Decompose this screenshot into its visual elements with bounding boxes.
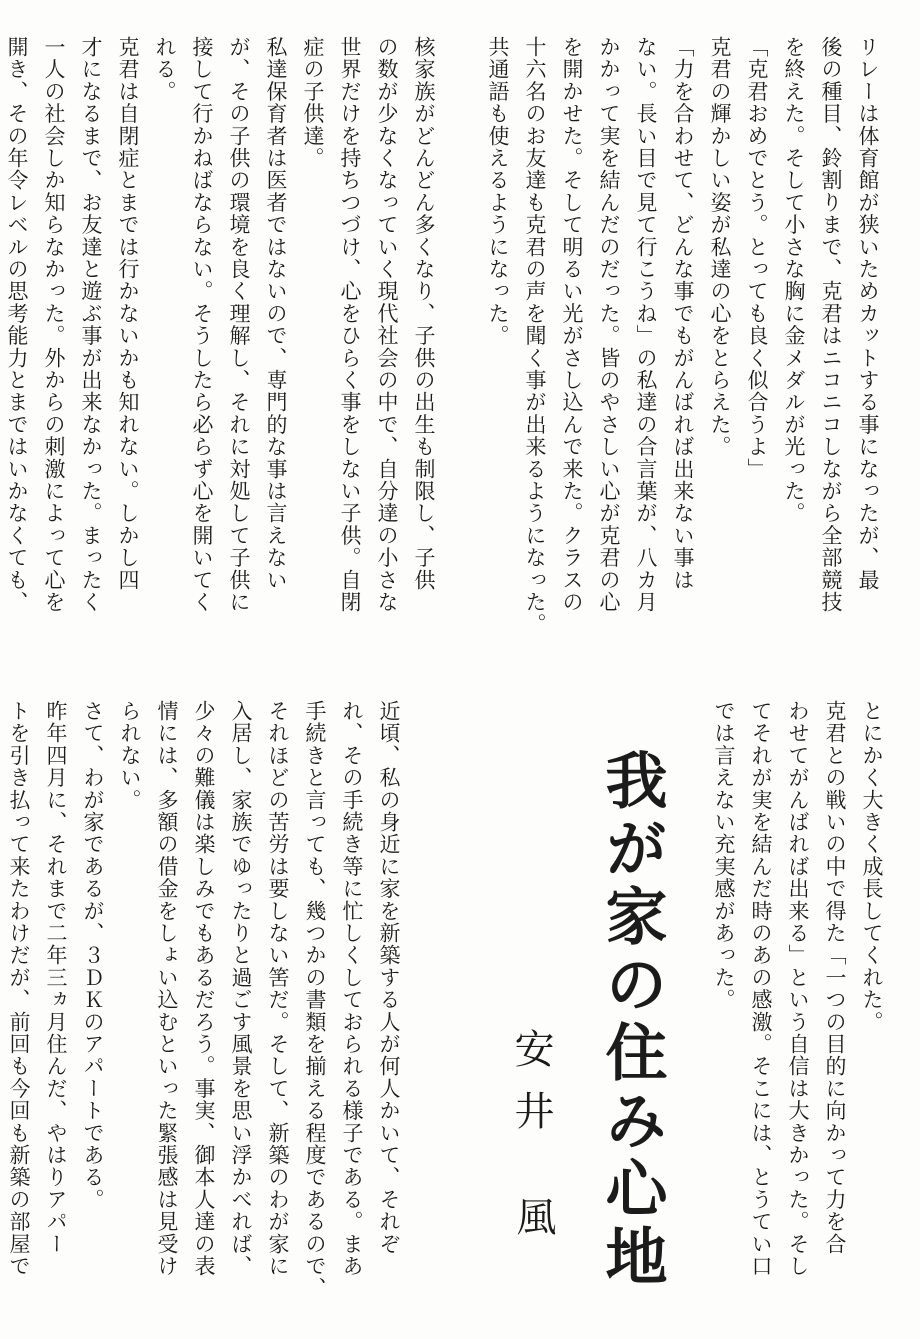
author-surname: 安井 bbox=[508, 1028, 554, 1152]
essay-upper-text-block: リレーは体育館が狭いためカットする事になったが、最 後の種目、鈴割りまで、克君はニコニコしながら全部競技 を終えた。そして小さな胸に金メダルが光った。 「克君おめでとう。とっても良く似合うよ」 克君の輝かしい姿が私達の心をとらえた。 「力を合わせて、どんな事でもがんばれば出来ない事は ない。長い目で見て行こうね」の私達の合言葉が、八カ月 かかって実を結んだのだった。皆のやさしい心が克君の心 を開かせた。そして明るい光がさし込んで来た。クラスの 十六名のお友達も克君の声を聞く事が出来るようになった。 共通語も使えるようになった。 核家族がどんどん多くなり、子供の出生も制限し、子供 の数が少なくなっていく現代社会の中で、自分達の小さな 世界だけを持ちつづけ、心をひらく事をしない子供。自閉 症の子供達。 私達保育者は医者ではないので、専門的な事は言えない が、その子供の環境を良く理解し、それに対処して子供に 接して行かねばならない。そうしたら必らず心を開いてく れる。 克君は自閉症とまでは行かないかも知れない。しかし四 才になるまで、お友達と遊ぶ事が出来なかった。まったく 一人の社会しか知らなかった。外からの刺激によって心を 開き、その年令レベルの思考能力とまではいかなくても、 bbox=[5, 36, 880, 636]
author-given-name: 風 bbox=[510, 1196, 556, 1236]
essay-title: 我が家の住み心地 bbox=[595, 748, 668, 1292]
new-essay-body-text: 近頃、私の身近に家を新築する人が何人かいて、それぞ れ、その手続き等に忙しくしておられる様子である。まあ 手続きと言っても、幾つかの書類を揃える程度であるので、 それほどの苦労は要しない筈だ。そして、新築のわが家に 入居し、家族でゆったりと過ごす風景を思い浮かべれば、 少々の難儀は楽しみでもあるだろう。事実、御本人達の表 情には、多額の借金をしょい込むといった緊張感は見受け られない。 さて、わが家であるが、３ＤＫのアパートである。 昨年四月に、それまで二年三ヵ月住んだ、やはりアパー トを引き払って来たわけだが、前回も今回も新築の部屋で bbox=[7, 700, 401, 1300]
essay-closing-text-block: とにかく大きく成長してくれた。 克君との戦いの中で得た「一つの目的に向かって力を合 わせてがんばれば出来る」という自信は大きかった。そし てそれが実を結んだ時のあの感激。そこには、とうてい口 では言えない充実感があった。 bbox=[712, 700, 884, 1278]
